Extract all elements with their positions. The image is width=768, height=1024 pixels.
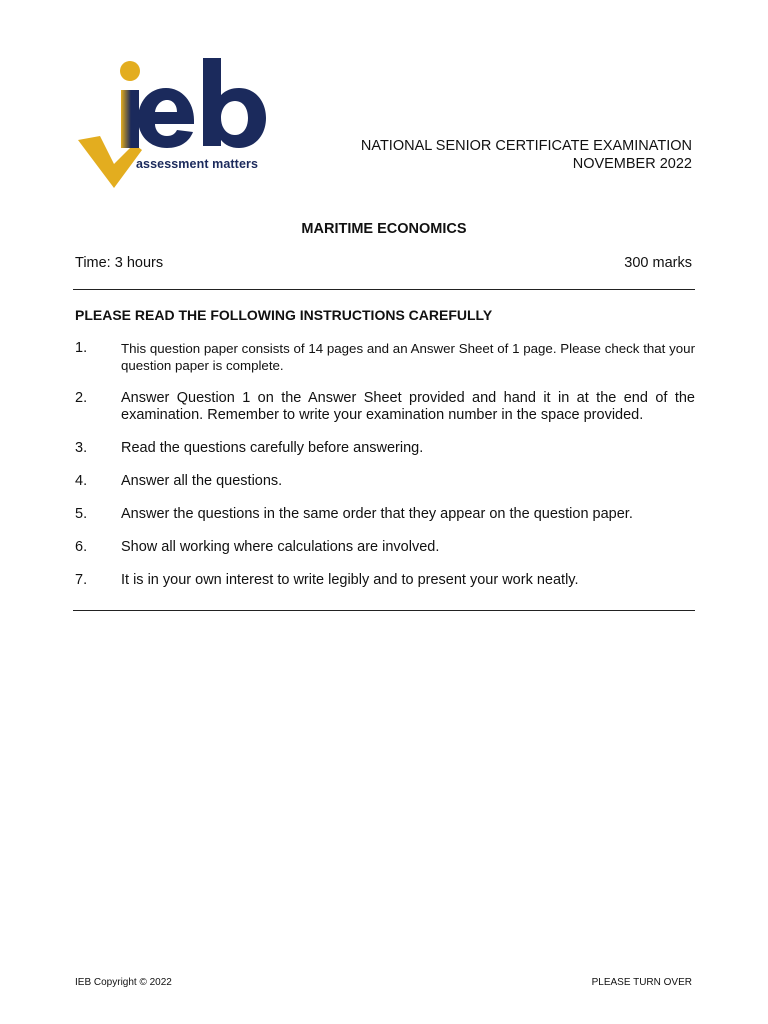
instruction-item: [75, 340, 695, 374]
instruction-item: [75, 539, 695, 556]
bottom-divider: [73, 610, 695, 611]
footer-turn-over: PLEASE TURN OVER: [591, 977, 692, 988]
instruction-number: 5.: [75, 506, 88, 522]
instruction-number: 6.: [75, 539, 88, 555]
time-allowed: Time: 3 hours: [75, 255, 164, 271]
instruction-number: 3.: [75, 440, 88, 456]
instructions-list: [75, 340, 695, 605]
total-marks: 300 marks: [624, 255, 692, 271]
instruction-number: 4.: [75, 473, 88, 489]
instruction-item: [75, 390, 695, 424]
exam-title-line2: NOVEMBER 2022: [572, 156, 692, 172]
instruction-text: Answer the questions in the same order that they appear on the question paper.: [121, 506, 633, 522]
instruction-text: Answer all the questions.: [121, 473, 283, 489]
instruction-text: Answer Question 1 on the Answer Sheet provided and hand it in at the end of the examination. Remember to write your examination number in the space provided.: [121, 390, 695, 423]
time-marks-row: [75, 255, 692, 271]
instruction-item: [75, 440, 695, 457]
footer-copyright: IEB Copyright © 2022: [75, 977, 172, 988]
instruction-number: 7.: [75, 572, 88, 588]
instructions-heading: PLEASE READ THE FOLLOWING INSTRUCTIONS CAREFULLY: [75, 307, 493, 323]
ieb-logo-mark: [76, 58, 291, 193]
instruction-text: It is in your own interest to write legibly and to present your work neatly.: [121, 572, 579, 588]
instruction-number: 2.: [75, 390, 88, 406]
exam-title: [361, 137, 692, 173]
instruction-text: Read the questions carefully before answering.: [121, 440, 424, 456]
instruction-item: [75, 572, 695, 589]
instruction-item: [75, 506, 695, 523]
instruction-text: This question paper consists of 14 pages and an Answer Sheet of 1 page. Please check that your question paper is complete.: [121, 341, 695, 373]
instruction-text: Show all working where calculations are involved.: [121, 539, 440, 555]
exam-title-line1: NATIONAL SENIOR CERTIFICATE EXAMINATION: [360, 138, 692, 154]
top-divider: [73, 289, 695, 290]
subject-title: MARITIME ECONOMICS: [301, 221, 467, 237]
instruction-number: 1.: [75, 340, 88, 356]
logo-tagline: assessment matters: [136, 157, 259, 171]
ieb-logo: [76, 58, 291, 193]
instruction-item: [75, 473, 695, 490]
